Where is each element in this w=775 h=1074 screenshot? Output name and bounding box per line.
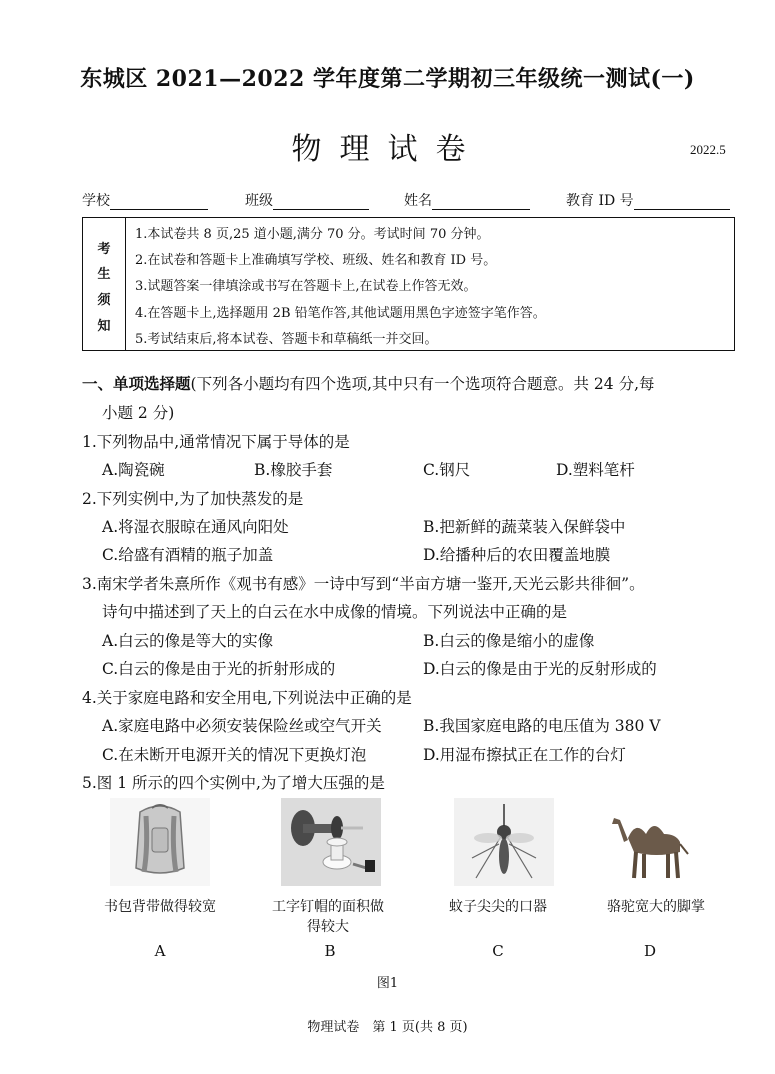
- notice-char: 知: [97, 319, 111, 334]
- exam-date: 2022.5: [690, 142, 726, 157]
- figure-caption-c: 蚊子尖尖的口器: [449, 899, 547, 915]
- question-2-stem: 2.下列实例中,为了加快蒸发的是: [82, 490, 304, 508]
- question-1-option-b[interactable]: B.橡胶手套: [254, 461, 333, 479]
- question-2-option-a[interactable]: A.将湿衣服晾在通风向阳处: [102, 518, 289, 536]
- notice-box: [82, 217, 735, 351]
- figure-letter-b: B: [324, 942, 336, 960]
- subject-title: 物理试卷: [291, 132, 484, 167]
- section-title: 一、单项选择题: [82, 374, 191, 393]
- notice-side-label: [83, 218, 126, 350]
- notice-item: 2.在试卷和答题卡上准确填写学校、班级、姓名和教育 ID 号。: [135, 253, 497, 268]
- notice-char: 考: [97, 242, 111, 257]
- question-5-stem: 5.图 1 所示的四个实例中,为了增大压强的是: [82, 774, 385, 792]
- education-id-field[interactable]: [566, 190, 730, 210]
- notice-char: 生: [97, 267, 111, 282]
- figure-letter-c: C: [492, 942, 504, 960]
- notice-char: 须: [97, 293, 111, 308]
- school-field[interactable]: [82, 190, 208, 210]
- figure-label: 图1: [376, 976, 399, 991]
- class-field[interactable]: [245, 190, 369, 210]
- notice-item: 4.在答题卡上,选择题用 2B 铅笔作答,其他试题用黑色字迹签字笔作答。: [135, 306, 546, 321]
- question-2-option-d[interactable]: D.给播种后的农田覆盖地膜: [423, 546, 611, 564]
- exam-title: 东城区 2021—2022 学年度第二学期初三年级统一测试(一): [80, 66, 695, 92]
- notice-item: 3.试题答案一律填涂或书写在答题卡上,在试卷上作答无效。: [135, 279, 477, 294]
- question-3-stem-continued: 诗句中描述到了天上的白云在水中成像的情境。下列说法中正确的是: [102, 603, 568, 621]
- name-field[interactable]: [404, 190, 530, 210]
- question-3-option-c[interactable]: C.白云的像是由于光的折射形成的: [102, 660, 336, 678]
- question-4-option-c[interactable]: C.在未断开电源开关的情况下更换灯泡: [102, 746, 367, 764]
- question-1-option-a[interactable]: A.陶瓷碗: [102, 461, 165, 479]
- question-4-stem: 4.关于家庭电路和安全用电,下列说法中正确的是: [82, 689, 412, 707]
- figure-letter-a: A: [154, 942, 166, 960]
- class-blank[interactable]: [273, 195, 369, 210]
- page-footer: 物理试卷 第 1 页(共 8 页): [307, 1020, 468, 1035]
- school-label: 学校: [82, 193, 110, 209]
- question-1-stem: 1.下列物品中,通常情况下属于导体的是: [82, 433, 350, 451]
- question-4-option-b[interactable]: B.我国家庭电路的电压值为 380 V: [423, 717, 661, 735]
- question-4-option-a[interactable]: A.家庭电路中必须安装保险丝或空气开关: [102, 717, 382, 735]
- question-3-option-d[interactable]: D.白云的像是由于光的反射形成的: [423, 660, 657, 678]
- backpack-icon: [110, 798, 210, 886]
- name-label: 姓名: [404, 193, 432, 209]
- figure-caption-d: 骆驼宽大的脚掌: [607, 899, 705, 915]
- section-note-continued: 小题 2 分): [102, 404, 175, 422]
- education-id-label: 教育 ID 号: [566, 193, 634, 209]
- figure-letter-d: D: [643, 942, 657, 960]
- pushpin-icon: [281, 798, 381, 886]
- question-2-option-c[interactable]: C.给盛有酒精的瓶子加盖: [102, 546, 274, 564]
- class-label: 班级: [245, 193, 273, 209]
- question-1-option-d[interactable]: D.塑料笔杆: [556, 461, 635, 479]
- question-2-option-b[interactable]: B.把新鲜的蔬菜装入保鲜袋中: [423, 518, 626, 536]
- figure-caption-a: 书包背带做得较宽: [104, 899, 216, 915]
- question-3-option-b[interactable]: B.白云的像是缩小的虚像: [423, 632, 595, 650]
- figure-caption-b: 工字钉帽的面积做得较大: [272, 899, 384, 935]
- mosquito-icon: [454, 798, 554, 886]
- school-blank[interactable]: [110, 195, 208, 210]
- education-id-blank[interactable]: [634, 195, 730, 210]
- question-1-option-c[interactable]: C.钢尺: [423, 461, 471, 479]
- question-3-stem: 3.南宋学者朱熹所作《观书有感》一诗中写到“半亩方塘一鉴开,天光云影共徘徊”。: [82, 575, 645, 593]
- question-3-option-a[interactable]: A.白云的像是等大的实像: [102, 632, 274, 650]
- section-note: (下列各小题均有四个选项,其中只有一个选项符合题意。共 24 分,每: [190, 375, 655, 393]
- notice-item: 5.考试结束后,将本试卷、答题卡和草稿纸一并交回。: [135, 332, 438, 347]
- section-heading: [82, 372, 655, 394]
- notice-item: 1.本试卷共 8 页,25 道小题,满分 70 分。考试时间 70 分钟。: [135, 227, 490, 242]
- question-4-option-d[interactable]: D.用湿布擦拭正在工作的台灯: [423, 746, 626, 764]
- name-blank[interactable]: [432, 195, 530, 210]
- camel-icon: [606, 798, 706, 886]
